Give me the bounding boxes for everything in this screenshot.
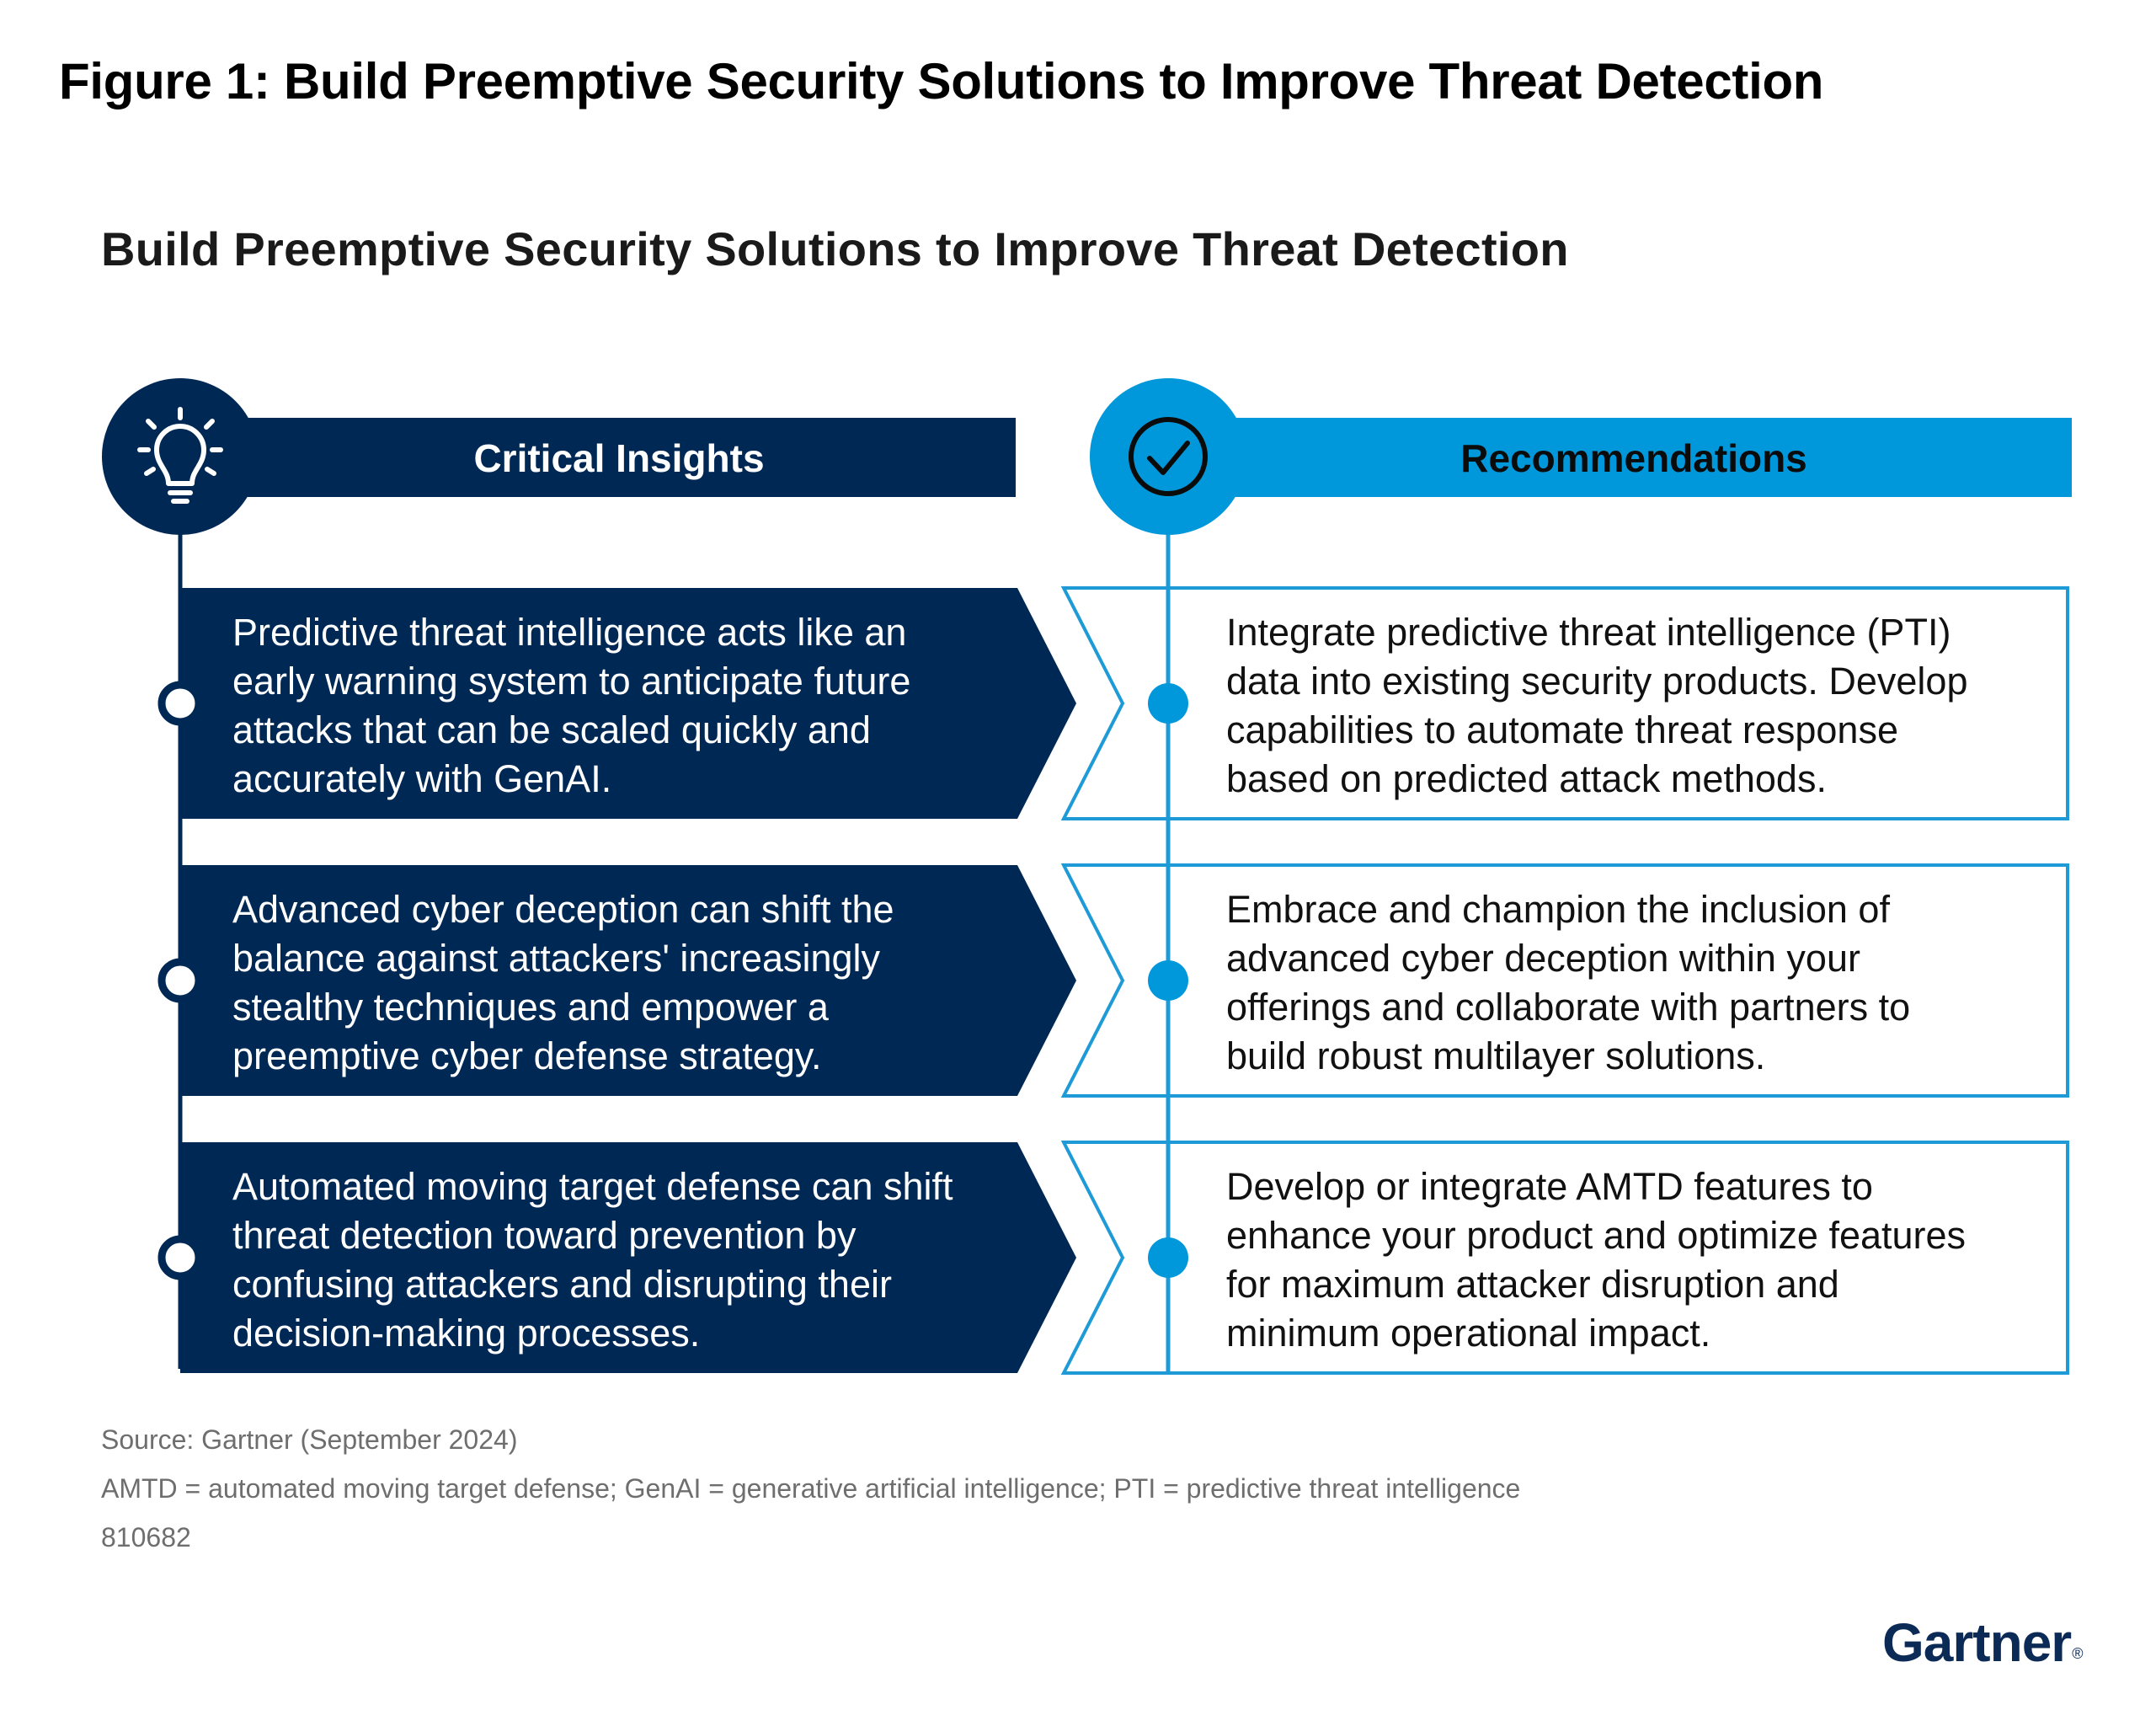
figure-title: Figure 1: Build Preemptive Security Solutions to Improve Threat Detection bbox=[59, 53, 1824, 110]
critical-insights-header: Critical Insights bbox=[473, 436, 765, 480]
figure-id: 810682 bbox=[101, 1522, 191, 1552]
insight-marker-1 bbox=[162, 685, 199, 722]
gartner-logo: Gartner® bbox=[1882, 1612, 2083, 1673]
diagram-title: Build Preemptive Security Solutions to Improve Threat Detection bbox=[101, 222, 1569, 275]
insights-header-circle bbox=[102, 378, 259, 535]
source-note: Source: Gartner (September 2024) bbox=[101, 1424, 518, 1455]
recommendation-marker-2 bbox=[1148, 960, 1188, 1001]
insight-marker-3 bbox=[162, 1239, 199, 1276]
recommendation-text-3: Develop or integrate AMTD features to enhance your product and optimize features for maximum attacker disruption and minimum operational impact. bbox=[1226, 1165, 1967, 1355]
insight-text-1: Predictive threat intelligence acts like an early warning system to anticipate future attacks that can be scaled quickly and accurately with GenAI. bbox=[232, 611, 911, 800]
abbreviations-note: AMTD = automated moving target defense; GenAI = generative artificial intelligence; PTI = predictive threat intelligence bbox=[101, 1473, 1521, 1504]
insight-marker-2 bbox=[162, 962, 199, 999]
insight-text-2: Advanced cyber deception can shift the balance against attackers' increasingly stealthy techniques and empower a preemptive cyber defense strategy. bbox=[232, 888, 894, 1077]
recommendation-text-2: Embrace and champion the inclusion of advanced cyber deception within your offerings and collaborate with partners to build robust multilayer solutions. bbox=[1226, 888, 1911, 1077]
recommendation-marker-3 bbox=[1148, 1237, 1188, 1278]
recommendations-header-circle bbox=[1090, 378, 1246, 535]
recommendation-text-1: Integrate predictive threat intelligence (PTI) data into existing security products. Develop capabilities to automate threat response based on predicted attack methods. bbox=[1226, 611, 1968, 800]
recommendation-marker-1 bbox=[1148, 683, 1188, 724]
insight-text-3: Automated moving target defense can shift threat detection toward prevention by confusing attackers and disrupting their decision-making processes. bbox=[232, 1165, 953, 1355]
recommendations-header: Recommendations bbox=[1460, 436, 1807, 480]
